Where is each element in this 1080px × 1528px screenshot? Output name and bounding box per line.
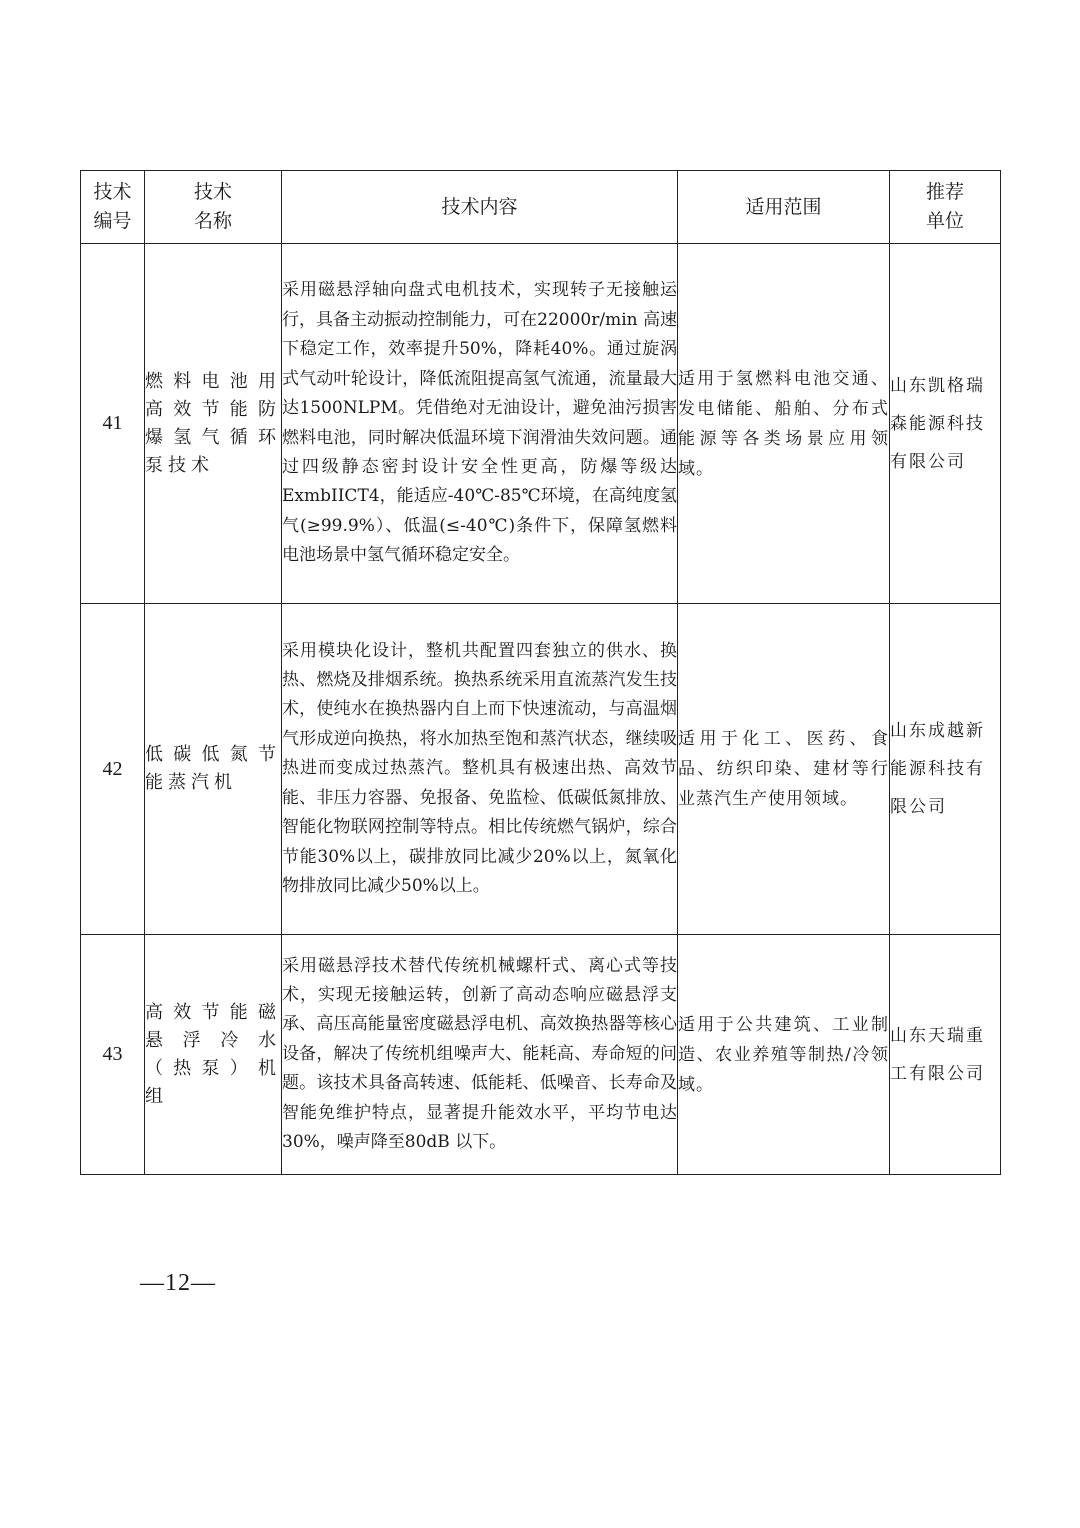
tech-name: 低碳低氮节能蒸汽机 [145, 604, 282, 935]
table-row [81, 935, 1001, 1175]
page-number: —12— [140, 1270, 216, 1296]
tech-content: 采用模块化设计，整机共配置四套独立的供水、换热、燃烧及排烟系统。换热系统采用直流蒸汽发生技术，使纯水在换热器内自上而下快速流动，与高温烟气形成逆向换热，将水加热至饱和蒸汽状态，继续吸热进而变成过热蒸汽。整机具有极速出热、高效节能、非压力容器、免报备、免监检、低碳低氮排放、智能化物联网控制等特点。相比传统燃气锅炉，综合节能30%以上，碳排放同比减少20%以上，氮氧化物排放同比减少50%以上。 [282, 604, 678, 935]
technology-table [80, 170, 1001, 1175]
recommending-unit: 山东凯格瑞森能源科技有限公司 [890, 244, 1001, 604]
table-row [81, 244, 1001, 604]
tech-name: 高效节能磁悬浮冷水（热泵）机组 [145, 935, 282, 1175]
header-tech-id [81, 171, 145, 244]
tech-content: 采用磁悬浮技术替代传统机械螺杆式、离心式等技术，实现无接触运转，创新了高动态响应磁悬浮支承、高压高能量密度磁悬浮电机、高效换热器等核心设备，解决了传统机组噪声大、能耗高、寿命短的问题。该技术具备高转速、低能耗、低噪音、长寿命及智能免维护特点，显著提升能效水平，平均节电达30%，噪声降至80dB 以下。 [282, 935, 678, 1175]
header-tech-id-line1: 技术 [93, 181, 132, 203]
tech-name: 燃料电池用高效节能防爆氢气循环泵技术 [145, 244, 282, 604]
header-scope: 适用范围 [678, 171, 890, 244]
tech-scope: 适用于氢燃料电池交通、发电储能、船舶、分布式能源等各类场景应用领域。 [678, 244, 890, 604]
tech-scope: 适用于化工、医药、食品、纺织印染、建材等行业蒸汽生产使用领域。 [678, 604, 890, 935]
tech-scope: 适用于公共建筑、工业制造、农业养殖等制热/冷领域。 [678, 935, 890, 1175]
header-tech-name-line1: 技术 [193, 181, 232, 203]
table-header-row [81, 171, 1001, 244]
header-unit-line2: 单位 [925, 210, 964, 232]
header-tech-name [145, 171, 282, 244]
recommending-unit: 山东成越新能源科技有限公司 [890, 604, 1001, 935]
tech-id: 41 [81, 244, 145, 604]
tech-id: 43 [81, 935, 145, 1175]
tech-id: 42 [81, 604, 145, 935]
header-tech-content: 技术内容 [282, 171, 678, 244]
header-tech-id-line2: 编号 [93, 210, 132, 232]
recommending-unit: 山东天瑞重工有限公司 [890, 935, 1001, 1175]
header-recommending-unit [890, 171, 1001, 244]
header-unit-line1: 推荐 [925, 181, 964, 203]
header-tech-name-line2: 名称 [193, 210, 232, 232]
table-row [81, 604, 1001, 935]
tech-content: 采用磁悬浮轴向盘式电机技术，实现转子无接触运行，具备主动振动控制能力，可在22000r/min 高速下稳定工作，效率提升50%，降耗40%。通过旋涡式气动叶轮设计，降低流阻提高氢气流通，流量最大达1500NLPM。凭借绝对无油设计，避免油污损害燃料电池，同时解决低温环境下润滑油失效问题。通过四级静态密封设计安全性更高，防爆等级达 ExmbIICT4，能适应-40℃-85℃环境，在高纯度氢气(≥99.9%）、低温(≤-40℃)条件下，保障氢燃料电池场景中氢气循环稳定安全。 [282, 244, 678, 604]
